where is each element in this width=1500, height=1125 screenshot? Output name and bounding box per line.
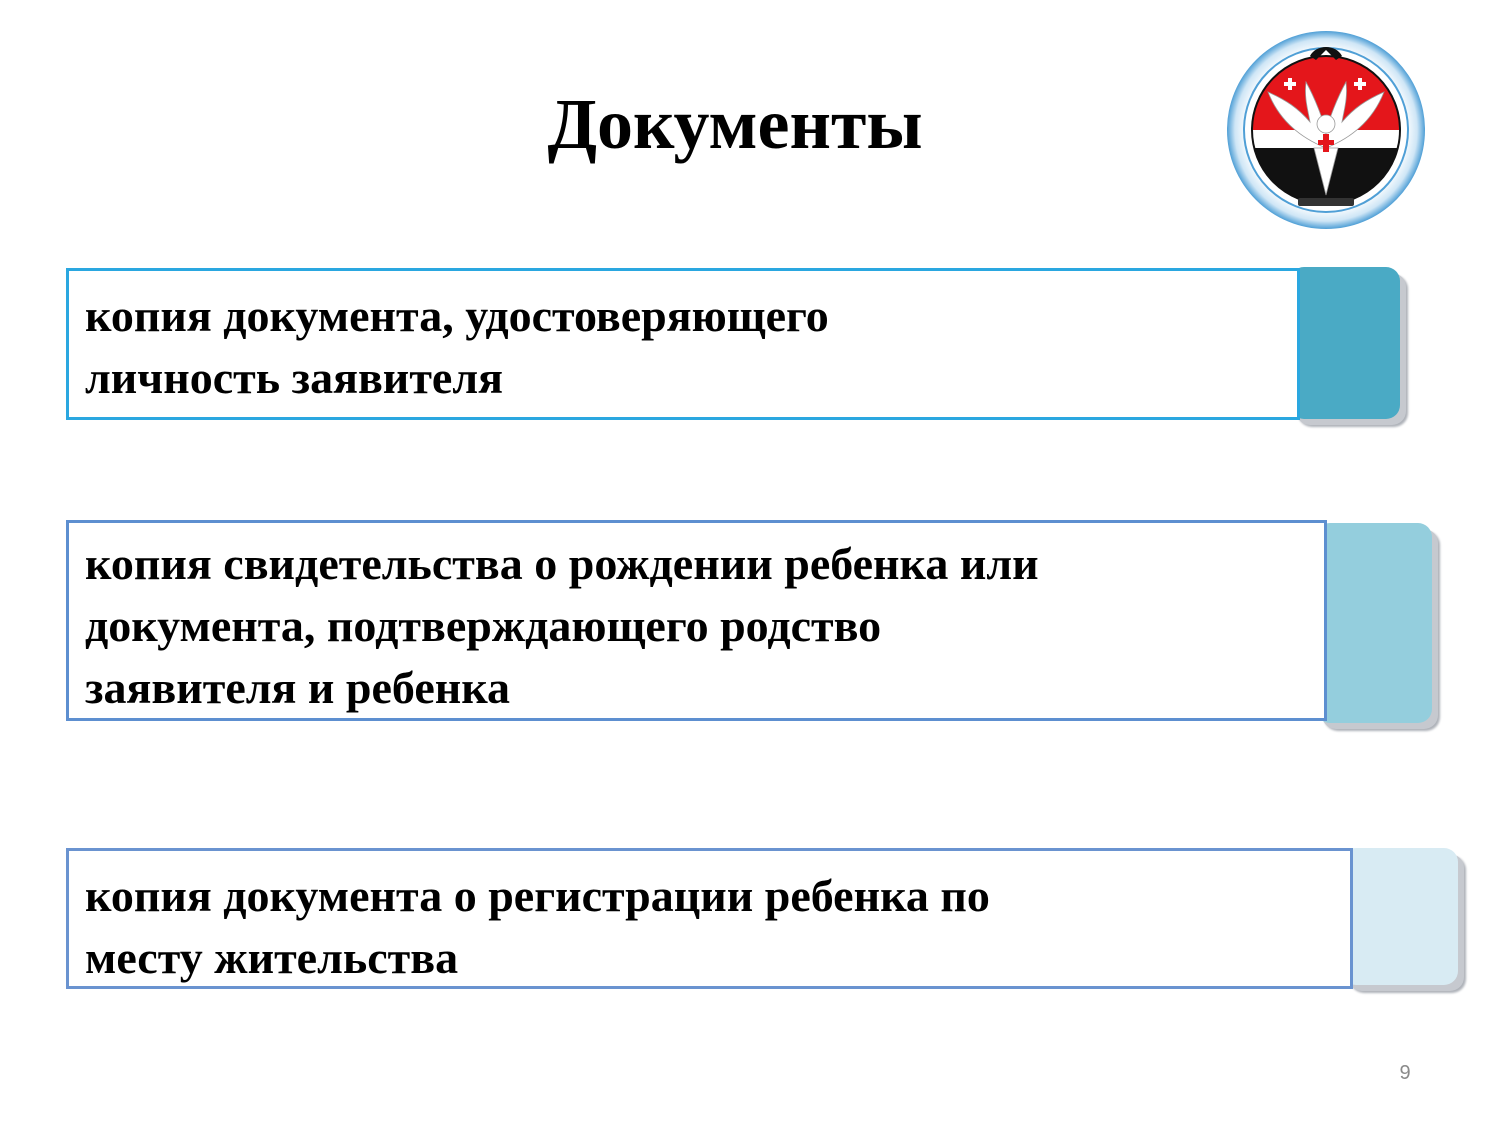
item-3-accent-tab: [1342, 848, 1458, 985]
item-1-box: [66, 268, 1300, 420]
item-1-line-1: копия документа, удостоверяющего: [85, 290, 829, 341]
item-1-line-2: личность заявителя: [85, 352, 504, 403]
item-3-line-1: копия документа о регистрации ребенка по: [85, 870, 990, 921]
udmurt-coat-of-arms-icon: [1226, 30, 1426, 230]
item-2-line-1: копия свидетельства о рождении ребенка или: [85, 538, 1039, 589]
page-number: 9: [1399, 1062, 1411, 1084]
item-3-box: [66, 848, 1353, 989]
item-2-line-3: заявителя и ребенка: [85, 662, 511, 713]
item-2-box: [66, 520, 1327, 721]
item-1-accent-tab: [1290, 267, 1400, 419]
slide-title: Документы: [547, 84, 923, 164]
item-3-line-2: месту жительства: [85, 932, 459, 983]
item-2-accent-tab: [1316, 523, 1432, 723]
item-2-line-2: документа, подтверждающего родство: [85, 600, 882, 651]
